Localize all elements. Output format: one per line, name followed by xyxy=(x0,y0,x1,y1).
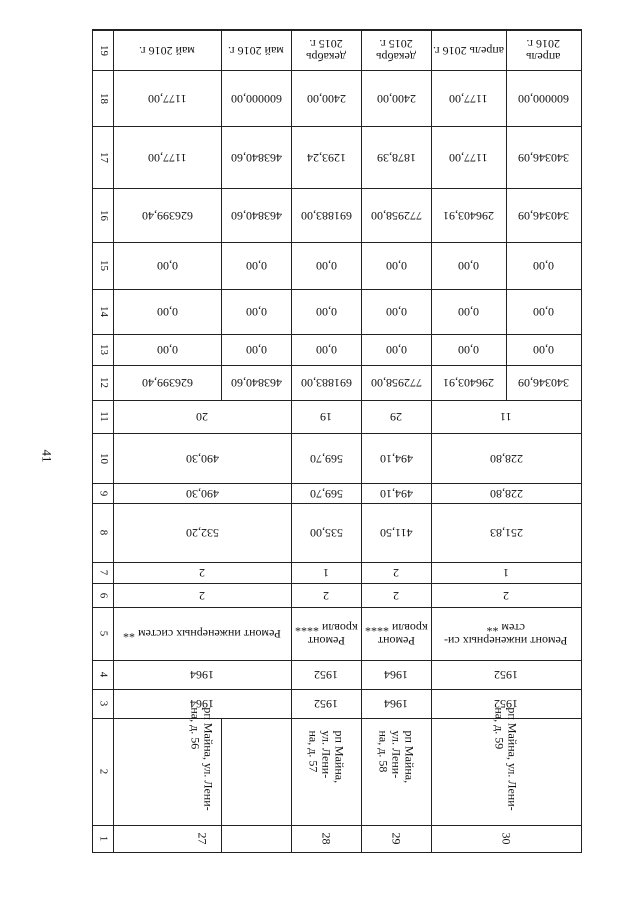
cell-col4-group2-text: 1952 xyxy=(314,668,338,682)
cell-col9-row30-text: 228,80 xyxy=(489,486,523,501)
cell-col13-line4 xyxy=(361,334,431,365)
cell-col18-line4-text: 2400,00 xyxy=(376,91,416,106)
row-number-30-text: 30 xyxy=(499,832,514,845)
column-number-5-text: 5 xyxy=(97,630,110,637)
column-number-14-text: 14 xyxy=(97,306,110,317)
column-number-9 xyxy=(93,483,113,503)
cell-col9-row27-text: 490,30 xyxy=(185,486,219,501)
column-number-13-text: 13 xyxy=(97,344,110,355)
cell-col13-line2 xyxy=(221,334,291,365)
cell-col10-group4 xyxy=(431,433,581,483)
cell-col18-line4 xyxy=(361,70,431,126)
cell-col12-line4 xyxy=(361,365,431,400)
cell-col17-line4-text: 1878,39 xyxy=(376,150,416,165)
address-text: рп Майна, ул. Лени- на, д. 56 xyxy=(189,707,216,811)
cell-col6-group2-text: 2 xyxy=(323,588,329,603)
cell-col14-line3 xyxy=(291,289,361,334)
cell-col11-group3 xyxy=(361,400,431,433)
cell-col7-group4-text: 1 xyxy=(503,566,509,580)
cell-col19-line1 xyxy=(113,30,221,70)
cell-col10-group1 xyxy=(113,433,291,483)
cell-col11-group2-text: 19 xyxy=(320,410,332,424)
cell-col3-group2-text: 1952 xyxy=(314,697,338,711)
cell-col16-line1 xyxy=(113,188,221,242)
cell-col7-group1-text: 2 xyxy=(199,566,205,580)
cell-col3-group3 xyxy=(361,689,431,718)
cell-col14-line1-text: 0,00 xyxy=(156,305,178,319)
cell-col15-line6-text: 0,00 xyxy=(533,259,554,273)
cell-col18-line1 xyxy=(113,70,221,126)
cell-col16-line2-text: 463840,60 xyxy=(230,208,282,223)
cell-col13-line5 xyxy=(431,334,506,365)
cell-col14-line5-text: 0,00 xyxy=(458,305,479,319)
column-number-4-text: 4 xyxy=(97,671,110,678)
address-cell-row29 xyxy=(361,718,431,825)
cell-col9-row28-text: 569,70 xyxy=(309,486,343,501)
cell-col5-group2-text: Ремонт кровли **** xyxy=(294,620,358,648)
cell-col4-group3 xyxy=(361,660,431,689)
cell-col9-row27 xyxy=(113,483,291,503)
column-number-4 xyxy=(93,660,113,689)
cell-col19-line3-text: декабрь 2015 г. xyxy=(306,37,346,64)
address-text: рп Майна, ул. Лени- на, д. 58 xyxy=(376,730,417,784)
cell-col19-line3 xyxy=(291,30,361,70)
column-number-13 xyxy=(93,334,113,365)
cell-col16-line3 xyxy=(291,188,361,242)
cell-col15-line4-text: 0,00 xyxy=(385,259,407,273)
column-number-19-text: 19 xyxy=(97,44,110,56)
cell-col17-line3 xyxy=(291,126,361,188)
cell-col19-line1-text: май 2016 г. xyxy=(139,43,195,58)
column-number-8 xyxy=(93,503,113,562)
column-number-9-text: 9 xyxy=(97,490,110,496)
cell-col14-line4 xyxy=(361,289,431,334)
column-number-2-text: 2 xyxy=(97,768,110,775)
cell-col4-group1 xyxy=(113,660,291,689)
cell-col12-line5 xyxy=(431,365,506,400)
repair-schedule-table xyxy=(92,29,582,853)
cell-col16-line2 xyxy=(221,188,291,242)
cell-col13-line5-text: 0,00 xyxy=(458,343,479,357)
cell-col17-line5-text: 1177,00 xyxy=(449,150,488,165)
column-number-3 xyxy=(93,689,113,718)
cell-col18-line6-text: 600000,00 xyxy=(518,91,569,106)
cell-col12-line1 xyxy=(113,365,221,400)
cell-col11-group3-text: 29 xyxy=(390,410,402,424)
cell-col11-group1-text: 20 xyxy=(196,410,208,424)
cell-col19-line2-text: май 2016 г. xyxy=(228,43,284,58)
cell-col17-line2-text: 463840,60 xyxy=(230,150,282,165)
cell-col10-group3-text: 494,10 xyxy=(379,451,413,466)
cell-col17-line3-text: 1293,24 xyxy=(306,150,346,165)
column-number-1-text: 1 xyxy=(97,835,110,842)
cell-col8-group4-text: 251,83 xyxy=(489,526,523,540)
address-text: рп Майна, ул. Лени- на, д. 59 xyxy=(493,707,520,811)
cell-col15-line1-text: 0,00 xyxy=(156,259,178,273)
cell-col7-group2 xyxy=(291,562,361,583)
row-number-28 xyxy=(291,825,361,852)
column-number-12 xyxy=(93,365,113,400)
cell-col19-line5 xyxy=(431,30,506,70)
cell-col15-line2 xyxy=(221,242,291,289)
column-number-11-text: 11 xyxy=(97,411,110,422)
cell-col6-group3-text: 2 xyxy=(393,588,399,603)
cell-col8-group1-text: 532,20 xyxy=(185,526,219,540)
cell-col13-line3 xyxy=(291,334,361,365)
row-number-27 xyxy=(113,825,291,852)
column-number-12-text: 12 xyxy=(97,377,110,388)
cell-col14-line2-text: 0,00 xyxy=(245,305,267,319)
cell-col10-group2-text: 569,70 xyxy=(309,451,343,466)
cell-col13-line1 xyxy=(113,334,221,365)
cell-col13-line6 xyxy=(506,334,581,365)
cell-col18-line1-text: 1177,00 xyxy=(147,91,187,106)
column-number-16 xyxy=(93,188,113,242)
cell-col6-group1 xyxy=(113,583,291,607)
cell-col10-group4-text: 228,80 xyxy=(489,451,523,466)
cell-col15-line6 xyxy=(506,242,581,289)
cell-col12-line2 xyxy=(221,365,291,400)
cell-col15-line5-text: 0,00 xyxy=(458,259,479,273)
cell-col14-line5 xyxy=(431,289,506,334)
cell-col14-line4-text: 0,00 xyxy=(385,305,407,319)
column-number-15 xyxy=(93,242,113,289)
cell-col4-group4-text: 1952 xyxy=(494,668,518,682)
cell-col5-group1-text: Ремонт инженерных систем ** xyxy=(123,627,281,641)
cell-col11-group4 xyxy=(431,400,581,433)
cell-col9-row30 xyxy=(431,483,581,503)
cell-col16-line4 xyxy=(361,188,431,242)
cell-col8-group4 xyxy=(431,503,581,562)
cell-col19-line4 xyxy=(361,30,431,70)
cell-col19-line4-text: декабрь 2015 г. xyxy=(376,37,416,64)
cell-col10-group2 xyxy=(291,433,361,483)
cell-col17-line4 xyxy=(361,126,431,188)
cell-col18-line5 xyxy=(431,70,506,126)
cell-col15-line1 xyxy=(113,242,221,289)
cell-col5-group3 xyxy=(361,607,431,660)
cell-col6-group4 xyxy=(431,583,581,607)
cell-col5-group4 xyxy=(431,607,581,660)
cell-col11-group1 xyxy=(113,400,291,433)
cell-col15-line4 xyxy=(361,242,431,289)
column-number-10-text: 10 xyxy=(97,452,110,464)
cell-col8-group2 xyxy=(291,503,361,562)
cell-col9-row29 xyxy=(361,483,431,503)
column-number-18-text: 18 xyxy=(97,92,110,104)
cell-col4-group2 xyxy=(291,660,361,689)
cell-col8-group3-text: 411,50 xyxy=(379,526,413,540)
cell-col5-group2 xyxy=(291,607,361,660)
cell-col18-line3-text: 2400,00 xyxy=(306,91,346,106)
cell-col9-row29-text: 494,10 xyxy=(379,486,413,501)
cell-col12-line1-text: 626399,40 xyxy=(141,376,193,390)
cell-col13-line4-text: 0,00 xyxy=(385,343,407,357)
cell-col17-line6 xyxy=(506,126,581,188)
cell-col15-line3 xyxy=(291,242,361,289)
cell-col6-group4-text: 2 xyxy=(503,588,509,603)
row-number-27-text: 27 xyxy=(195,832,210,845)
column-number-19 xyxy=(93,30,113,70)
cell-col17-line2 xyxy=(221,126,291,188)
cell-col5-group3-text: Ремонт кровли **** xyxy=(364,620,428,648)
cell-col13-line6-text: 0,00 xyxy=(533,343,554,357)
column-number-6-text: 6 xyxy=(97,592,110,598)
address-cell-row27 xyxy=(113,707,291,825)
cell-col3-group2 xyxy=(291,689,361,718)
cell-col10-group3 xyxy=(361,433,431,483)
column-number-16-text: 16 xyxy=(97,209,110,221)
cell-col7-group3-text: 2 xyxy=(393,566,399,580)
cell-col14-line6-text: 0,00 xyxy=(533,305,554,319)
cell-col3-group4-text: 1952 xyxy=(494,697,518,711)
cell-col14-line6 xyxy=(506,289,581,334)
row-number-29-text: 29 xyxy=(389,832,404,845)
cell-col14-line1 xyxy=(113,289,221,334)
column-number-7 xyxy=(93,562,113,583)
cell-col15-line3-text: 0,00 xyxy=(315,259,337,273)
cell-col15-line5 xyxy=(431,242,506,289)
address-text: рп Майна, ул. Лени- на, д. 57 xyxy=(306,730,347,784)
column-number-18 xyxy=(93,70,113,126)
cell-col8-group1 xyxy=(113,503,291,562)
cell-col19-line5-text: апрель 2016 г. xyxy=(433,43,504,58)
cell-col18-line5-text: 1177,00 xyxy=(449,91,488,106)
column-number-6 xyxy=(93,583,113,607)
cell-col17-line6-text: 340346,09 xyxy=(518,150,569,165)
cell-col17-line1 xyxy=(113,126,221,188)
address-cell-row28 xyxy=(291,718,361,825)
cell-col17-line1-text: 1177,00 xyxy=(147,150,187,165)
cell-col6-group3 xyxy=(361,583,431,607)
cell-col11-group4-text: 11 xyxy=(500,410,512,424)
column-number-17-text: 17 xyxy=(97,151,110,163)
cell-col4-group3-text: 1964 xyxy=(384,668,408,682)
cell-col16-line3-text: 691883,00 xyxy=(300,208,352,223)
cell-col19-line6-text: апрель 2016 г. xyxy=(526,37,561,64)
cell-col14-line2 xyxy=(221,289,291,334)
cell-col17-line5 xyxy=(431,126,506,188)
cell-col8-group3 xyxy=(361,503,431,562)
cell-col15-line2-text: 0,00 xyxy=(245,259,267,273)
cell-col16-line6-text: 340346,09 xyxy=(518,208,569,223)
column-number-2 xyxy=(93,718,113,825)
column-number-11 xyxy=(93,400,113,433)
cell-col16-line6 xyxy=(506,188,581,242)
column-number-10 xyxy=(93,433,113,483)
row-number-29 xyxy=(361,825,431,852)
cell-col19-line6 xyxy=(506,30,581,70)
cell-col6-group2 xyxy=(291,583,361,607)
column-number-15-text: 15 xyxy=(97,260,110,271)
cell-col12-line6-text: 340346,09 xyxy=(518,376,569,390)
row-number-28-text: 28 xyxy=(319,832,334,845)
column-number-1 xyxy=(93,825,113,852)
cell-col18-line2 xyxy=(221,70,291,126)
cell-col16-line5-text: 296403,91 xyxy=(443,208,494,223)
cell-col14-line3-text: 0,00 xyxy=(315,305,337,319)
cell-col12-line2-text: 463840,60 xyxy=(230,376,282,390)
cell-col7-group2-text: 1 xyxy=(323,566,329,580)
cell-col4-group1-text: 1964 xyxy=(190,668,214,682)
cell-col7-group3 xyxy=(361,562,431,583)
cell-col12-line3-text: 691883,00 xyxy=(300,376,352,390)
cell-col9-row28 xyxy=(291,483,361,503)
column-number-3-text: 3 xyxy=(97,700,110,707)
cell-col13-line2-text: 0,00 xyxy=(245,343,267,357)
cell-col16-line4-text: 772958,00 xyxy=(370,208,422,223)
column-number-14 xyxy=(93,289,113,334)
cell-col18-line6 xyxy=(506,70,581,126)
cell-col13-line1-text: 0,00 xyxy=(156,343,178,357)
cell-col6-group1-text: 2 xyxy=(199,588,205,603)
cell-col12-line5-text: 296403,91 xyxy=(443,376,494,390)
cell-col5-group1 xyxy=(113,607,291,660)
cell-col12-line6 xyxy=(506,365,581,400)
cell-col3-group3-text: 1964 xyxy=(384,697,408,711)
column-number-17 xyxy=(93,126,113,188)
address-cell-row30 xyxy=(431,707,581,825)
cell-col13-line3-text: 0,00 xyxy=(315,343,337,357)
row-number-30 xyxy=(431,825,581,852)
column-number-7-text: 7 xyxy=(97,569,110,576)
page-number: 41 xyxy=(39,449,55,463)
cell-col16-line1-text: 626399,40 xyxy=(141,208,193,223)
cell-col4-group4 xyxy=(431,660,581,689)
cell-col10-group1-text: 490,30 xyxy=(185,451,219,466)
cell-col12-line4-text: 772958,00 xyxy=(370,376,422,390)
cell-col8-group2-text: 535,00 xyxy=(309,526,343,540)
column-number-8-text: 8 xyxy=(97,529,110,536)
cell-col5-group4-text: Ремонт инженерных си- стем ** xyxy=(444,620,568,648)
cell-col18-line3 xyxy=(291,70,361,126)
cell-col19-line2 xyxy=(221,30,291,70)
cell-col7-group4 xyxy=(431,562,581,583)
column-number-5 xyxy=(93,607,113,660)
cell-col16-line5 xyxy=(431,188,506,242)
cell-col18-line2-text: 600000,00 xyxy=(230,91,282,106)
cell-col11-group2 xyxy=(291,400,361,433)
cell-col3-group1-text: 1964 xyxy=(190,697,214,711)
cell-col12-line3 xyxy=(291,365,361,400)
cell-col7-group1 xyxy=(113,562,291,583)
